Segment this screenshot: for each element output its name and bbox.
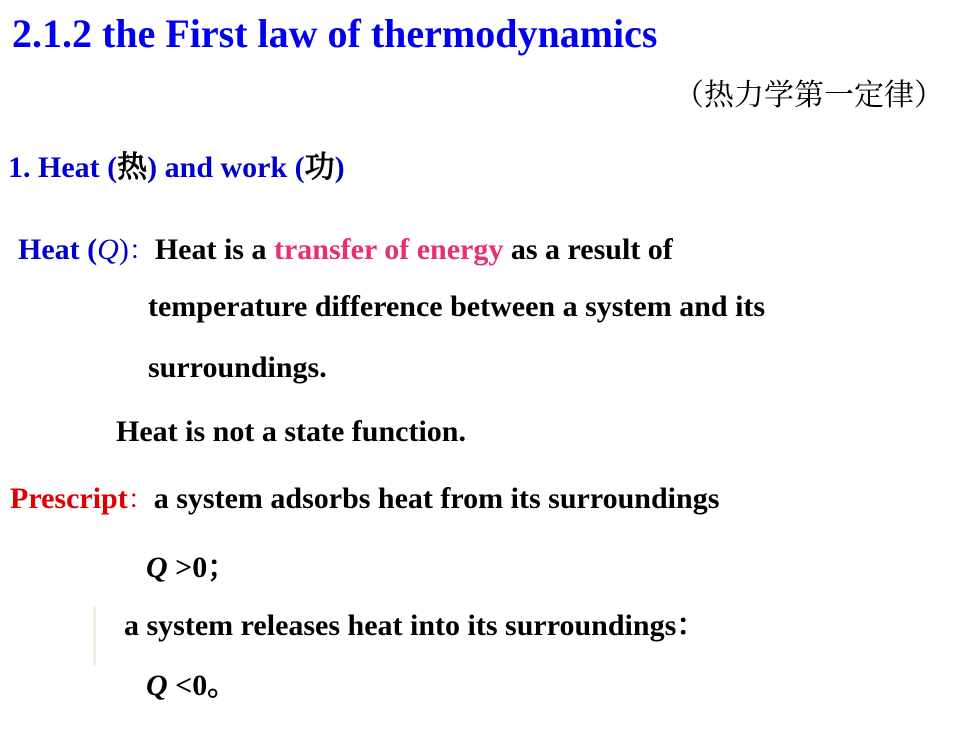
heat-symbol: Q	[97, 233, 119, 266]
heat-cn: 热	[117, 150, 148, 185]
prescript-absorb-text: a system adsorbs heat from its surroundings	[153, 482, 720, 515]
heat-definition-line1	[18, 230, 673, 267]
section-middle: ) and work (	[147, 151, 305, 184]
absorb-relation: >0；	[167, 551, 238, 584]
heat-definition-line2: temperature difference between a system and its	[148, 290, 766, 323]
prescript-label: Prescript	[10, 482, 128, 515]
section-heading	[8, 142, 345, 186]
heat-label	[18, 233, 155, 266]
state-function-note: Heat is not a state function.	[116, 415, 466, 448]
slide-title: 2.1.2 the First law of thermodynamics	[12, 11, 658, 56]
section-prefix: 1. Heat (	[8, 151, 118, 184]
absorb-symbol: Q	[146, 551, 168, 584]
work-cn: 功	[304, 150, 335, 185]
release-relation: <0。	[167, 669, 238, 702]
faint-marker	[93, 606, 96, 666]
heat-label-end: )	[118, 233, 129, 266]
prescript-colon: ：	[127, 485, 154, 515]
release-symbol: Q	[146, 669, 168, 702]
heat-text-a: Heat is a	[154, 233, 274, 266]
release-text: a system releases heat into its surroundings：	[124, 609, 707, 642]
heat-highlight: transfer of energy	[273, 233, 504, 266]
heat-colon: ：	[128, 236, 155, 266]
heat-text-b: as a result of	[503, 233, 673, 266]
absorb-condition	[146, 542, 237, 586]
prescript-line	[10, 479, 719, 516]
slide-subtitle: （热力学第一定律）	[674, 78, 944, 113]
section-suffix: )	[334, 151, 345, 184]
heat-label-text: Heat (	[18, 233, 98, 266]
heat-definition-line3: surroundings.	[148, 351, 327, 384]
release-condition	[146, 660, 237, 704]
